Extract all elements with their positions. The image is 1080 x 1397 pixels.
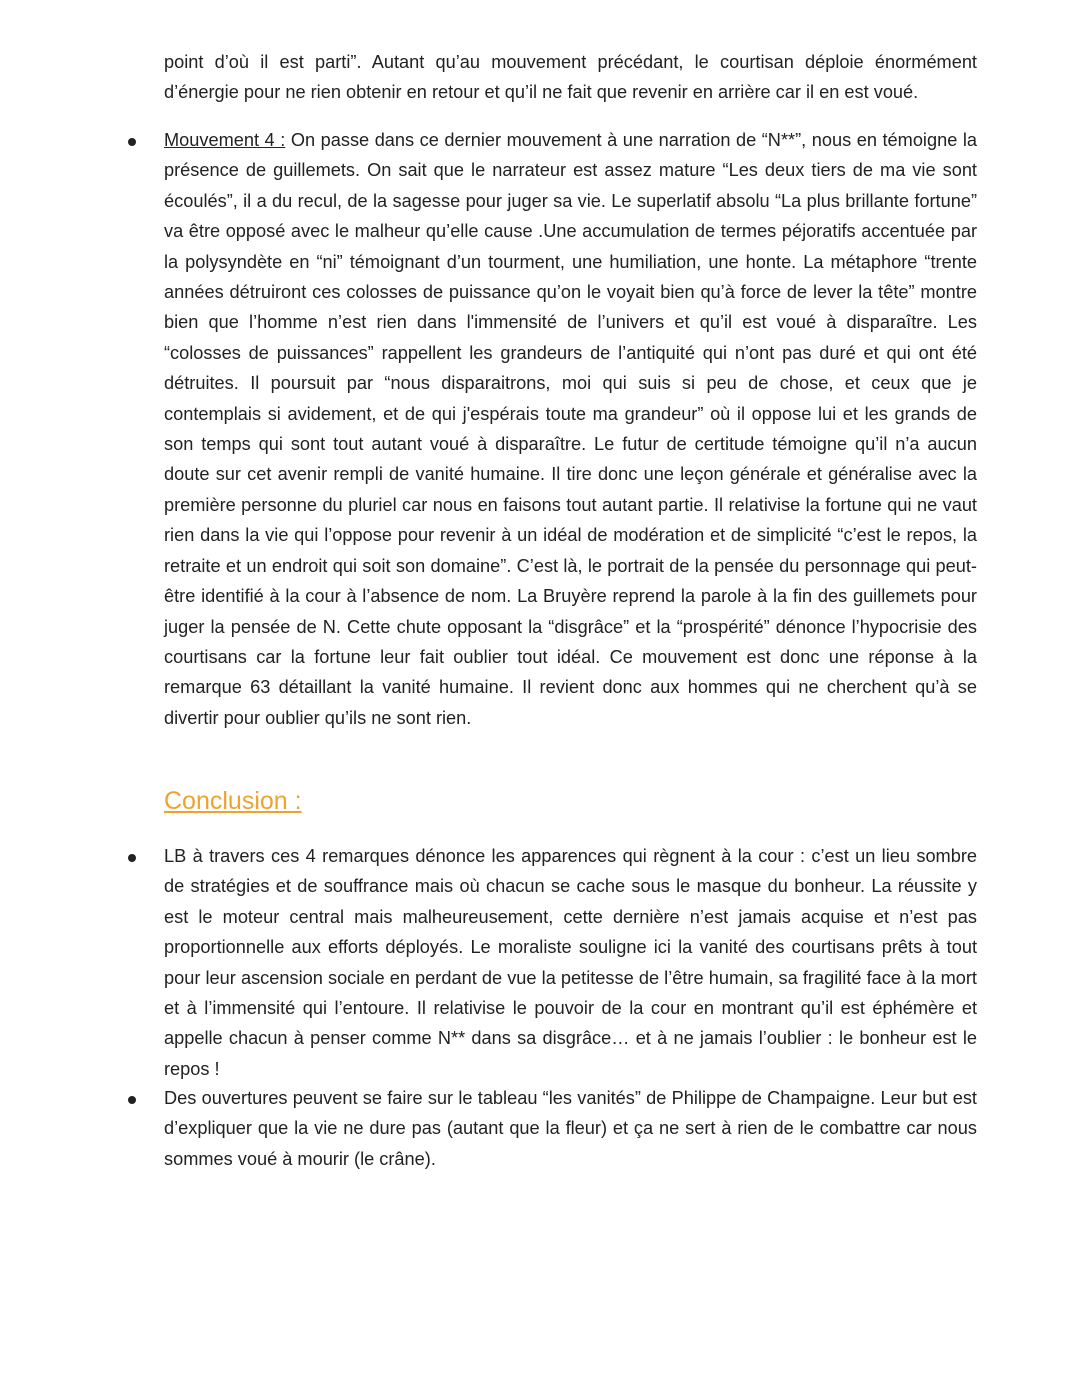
conclusion-heading: Conclusion : bbox=[164, 787, 302, 815]
intro-paragraph: point d’où il est parti”. Autant qu’au mouvement précédant, le courtisan déploie énormément d’énergie pour ne rien obtenir en retour et qu’il ne fait que revenir en arrière car il en est voué. bbox=[164, 52, 977, 103]
mouvement-4-text: On passe dans ce dernier mouvement à une narration de “N**”, nous en témoigne la présence de guillemets. On sait que le narrateur est assez mature “Les deux tiers de ma vie sont écoulés”, il a du recul, de la sagesse pour juger sa vie. Le superlatif absolu “La plus brillante fortune” va être opposé avec le malheur qu’elle cause .Une accumulation de termes péjoratifs accentuée par la polysyndète en “ni” témoignant d’un tourment, une humiliation, une honte. La métaphore “trente années détruiront ces colosses de puissance qu’on le voyait bien qu’à force de lever la tête” montre bien que l’homme n’est rien dans l'immensité de l’univers et qu’il est voué à disparaître. Les “colosses de puissances” rappellent les grandeurs de l’antiquité qui n’ont pas duré et qui ont été détruites. Il poursuit par “nous disparaitrons, moi qui suis si peu de chose, et ceux que je contemplais si avidement, et de qui j'espérais toute ma grandeur” où il oppose lui et les grands de son temps qui sont tout autant voué à disparaître. Le futur de certitude témoigne qu’il n’a aucun doute sur cet avenir rempli de vanité humaine. Il tire donc une leçon générale et généralise avec la première personne du pluriel car nous en faisons tout autant partie. Il relativise la fortune qui ne vaut rien dans la vie qui l’oppose pour revenir à un idéal de modération et de simplicité “c’est le repos, la retraite et un endroit qui soit son domaine”. C’est là, le portrait de la pensée du personnage qui peut-être identifié à la cour à l’absence de nom. La Bruyère reprend la parole à la fin des guillemets pour juger la pensée de N. Cette chute opposant la “disgrâce” et la “prospérité” dénonce l’hypocrisie des courtisans car la fortune leur fait oublier tout idéal. Ce mouvement est donc une réponse à la remarque 63 détaillant la vanité humaine. Il revient donc aux hommes qui ne cherchent qu’à se divertir pour oublier qu’ils ne sont rien. bbox=[164, 130, 978, 728]
bullet-conclusion-1 bbox=[128, 854, 136, 862]
conclusion-paragraph-1: LB à travers ces 4 remarques dénonce les apparences qui règnent à la cour : c’est un lieu sombre de stratégies et de souffrance mais où chacun se cache sous le masque du bonheur. La réussite y est le moteur central mais malheureusement, cette dernière n’est jamais acquise et n’est pas proportionnelle aux efforts déployés. Le moraliste souligne ici la vanité des courtisans prêts à tout pour leur ascension sociale en perdant de vue la petitesse de l’être humain, sa fragilité face à la mort et à l’immensité qui l’entoure. Il relativise le pouvoir de la cour en montrant qu’il est éphémère et appelle chacun à penser comme N** dans sa disgrâce… et à ne jamais l’oublier : le bonheur est le repos ! bbox=[164, 846, 977, 1079]
conclusion-paragraph-2: Des ouvertures peuvent se faire sur le tableau “les vanités” de Philippe de Champaigne. Leur but est d’expliquer que la vie ne dure pas (autant que la fleur) et ça ne sert à rien de le combattre car nous sommes voué à mourir (le crâne). bbox=[164, 1088, 977, 1169]
bullet-conclusion-2 bbox=[128, 1096, 136, 1104]
mouvement-4-label: Mouvement 4 : bbox=[164, 130, 286, 150]
mouvement-4-paragraph bbox=[164, 125, 977, 733]
bullet-mouvement-4 bbox=[128, 138, 136, 146]
